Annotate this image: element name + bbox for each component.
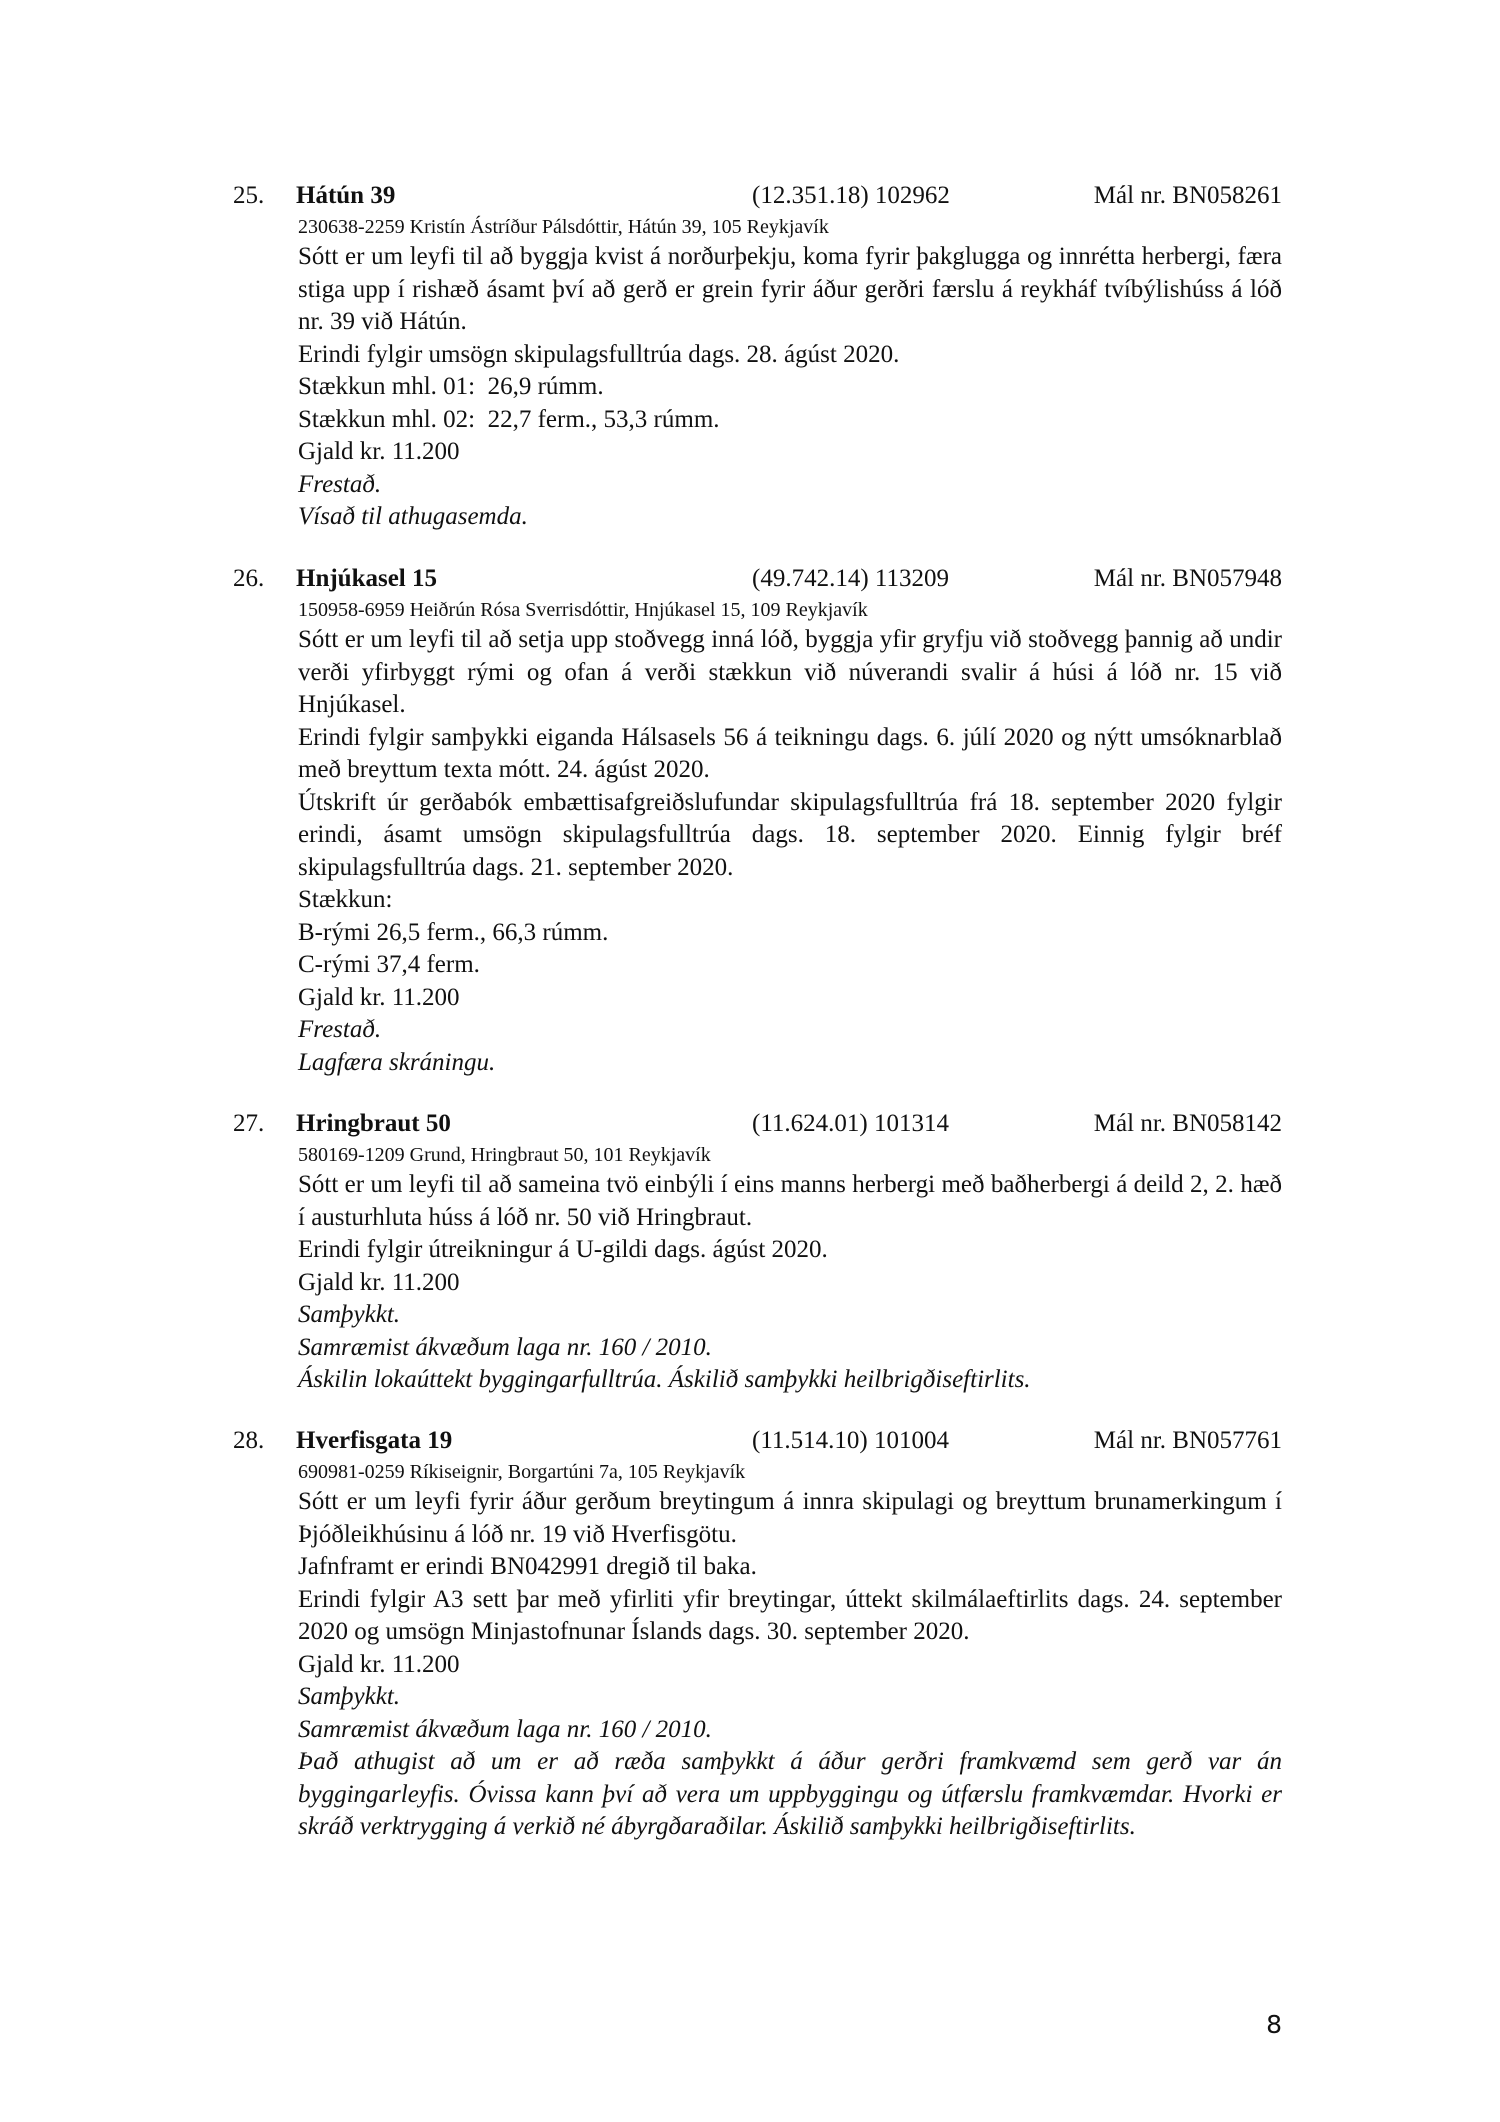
entry-land-reference: (11.624.01) 101314 bbox=[752, 1110, 949, 1137]
entry-number: 25. bbox=[233, 182, 265, 209]
entry-decision: Frestað. bbox=[298, 1016, 382, 1043]
page-number: 8 bbox=[1266, 2010, 1282, 2039]
entry-line: Stækkun mhl. 02: 22,7 ferm., 53,3 rúmm. bbox=[298, 405, 720, 433]
entry-case-number: Mál nr. BN058142 bbox=[1093, 1110, 1282, 1137]
entry-applicant: 230638-2259 Kristín Ástríður Pálsdóttir, Hátún 39, 105 Reykjavík bbox=[298, 216, 829, 238]
entry-header bbox=[0, 1107, 1500, 1141]
case-entry-25 bbox=[0, 179, 1500, 534]
entry-number: 26. bbox=[233, 565, 265, 592]
entry-line: Erindi fylgir samþykki eiganda Hálsasels 56 á teikningu dags. 6. júlí 2020 og nýtt umsóknarblað með breyttum texta mótt. 24. ágúst 2020. bbox=[298, 723, 1282, 783]
entry-address: Hnjúkasel 15 bbox=[296, 565, 438, 592]
entry-decision: Lagfæra skráningu. bbox=[298, 1048, 496, 1076]
entry-decision: Samþykkt. bbox=[298, 1301, 401, 1328]
entry-line: Gjald kr. 11.200 bbox=[298, 1650, 460, 1678]
entry-line: Stækkun mhl. 01: 26,9 rúmm. bbox=[298, 373, 604, 400]
entry-decision: Það athugist að um er að ræða samþykkt á áður gerðri framkvæmd sem gerð var án byggingarleyfis. Óvissa kann því að vera um uppbyggingu og útfærslu framkvæmdar. Hvorki er skráð verktrygging á verkið né ábyrgðaraðilar. Áskilið samþykki heilbrigðiseftirlits. bbox=[298, 1748, 1282, 1840]
case-entry-26 bbox=[0, 562, 1500, 1079]
entry-land-reference: (11.514.10) 101004 bbox=[752, 1427, 949, 1454]
entry-line: Erindi fylgir umsögn skipulagsfulltrúa dags. 28. ágúst 2020. bbox=[298, 340, 900, 368]
entry-decision: Vísað til athugasemda. bbox=[298, 503, 528, 530]
entry-decision: Frestað. bbox=[298, 470, 382, 498]
entry-applicant: 150958-6959 Heiðrún Rósa Sverrisdóttir, Hnjúkasel 15, 109 Reykjavík bbox=[298, 599, 868, 621]
entry-applicant: 690981-0259 Ríkiseignir, Borgartúni 7a, 105 Reykjavík bbox=[298, 1461, 746, 1483]
entry-decision: Samræmist ákvæðum laga nr. 160 / 2010. bbox=[298, 1715, 712, 1743]
entry-line: Sótt er um leyfi fyrir áður gerðum breytingum á innra skipulagi og breyttum brunamerkingum í Þjóðleikhúsinu á lóð nr. 19 við Hverfisgötu. bbox=[298, 1488, 1282, 1548]
entry-line: C-rými 37,4 ferm. bbox=[298, 951, 480, 978]
entry-land-reference: (49.742.14) 113209 bbox=[752, 565, 949, 592]
entry-header bbox=[0, 562, 1500, 596]
entry-line: Erindi fylgir útreikningur á U-gildi dags. ágúst 2020. bbox=[298, 1236, 828, 1263]
entry-decision: Samþykkt. bbox=[298, 1683, 401, 1710]
entry-line: Útskrift úr gerðabók embættisafgreiðslufundar skipulagsfulltrúa frá 18. september 2020 fylgir erindi, ásamt umsögn skipulagsfulltrúa dags. 18. september 2020. Einnig fylgir bréf skipulagsfulltrúa dags. 21. september 2020. bbox=[298, 788, 1282, 881]
entry-applicant: 580169-1209 Grund, Hringbraut 50, 101 Reykjavík bbox=[298, 1144, 711, 1166]
entry-address: Hringbraut 50 bbox=[296, 1110, 451, 1137]
case-entry-27 bbox=[0, 1107, 1500, 1397]
entry-land-reference: (12.351.18) 102962 bbox=[752, 182, 950, 209]
entry-number: 27. bbox=[233, 1110, 265, 1137]
entry-case-number: Mál nr. BN057761 bbox=[1093, 1427, 1282, 1454]
entry-line: Stækkun: bbox=[298, 886, 393, 913]
entry-case-number: Mál nr. BN058261 bbox=[1093, 182, 1282, 209]
entry-body bbox=[298, 241, 1282, 534]
entry-address: Hátún 39 bbox=[296, 182, 396, 209]
entry-body bbox=[298, 624, 1282, 1079]
entry-line: Gjald kr. 11.200 bbox=[298, 983, 460, 1011]
entry-number: 28. bbox=[233, 1427, 265, 1454]
entry-line: Sótt er um leyfi til að sameina tvö einbýli í eins manns herbergi með baðherbergi á deild 2, 2. hæð í austurhluta húss á lóð nr. 50 við Hringbraut. bbox=[298, 1171, 1282, 1231]
case-entry-28 bbox=[0, 1424, 1500, 1844]
entry-decision: Samræmist ákvæðum laga nr. 160 / 2010. bbox=[298, 1333, 712, 1361]
entry-case-number: Mál nr. BN057948 bbox=[1093, 565, 1282, 592]
entry-decision: Áskilin lokaúttekt byggingarfulltrúa. Áskilið samþykki heilbrigðiseftirlits. bbox=[298, 1366, 1031, 1393]
entry-line: Gjald kr. 11.200 bbox=[298, 438, 460, 465]
entry-address: Hverfisgata 19 bbox=[296, 1427, 453, 1454]
entry-body bbox=[298, 1486, 1282, 1844]
entry-line: Sótt er um leyfi til að setja upp stoðvegg inná lóð, byggja yfir gryfju við stoðvegg þannig að undir verði yfirbyggt rými og ofan á verði stækkun við núverandi svalir á húsi á lóð nr. 15 við Hnjúkasel. bbox=[298, 626, 1282, 718]
entry-line: Erindi fylgir A3 sett þar með yfirliti yfir breytingar, úttekt skilmálaeftirlits dags. 24. september 2020 og umsögn Minjastofnunar Íslands dags. 30. september 2020. bbox=[298, 1585, 1282, 1645]
entry-line: Jafnframt er erindi BN042991 dregið til baka. bbox=[298, 1553, 757, 1580]
entry-body bbox=[298, 1169, 1282, 1397]
entry-line: B-rými 26,5 ferm., 66,3 rúmm. bbox=[298, 918, 609, 946]
entry-header bbox=[0, 179, 1500, 213]
entry-line: Gjald kr. 11.200 bbox=[298, 1268, 460, 1296]
entry-line: Sótt er um leyfi til að byggja kvist á norðurþekju, koma fyrir þakglugga og innrétta herbergi, færa stiga upp í rishæð ásamt því að gerð er grein fyrir áður gerðri færslu á reykháf tvíbýlishúss á lóð nr. 39 við Hátún. bbox=[298, 243, 1282, 335]
entry-header bbox=[0, 1424, 1500, 1458]
